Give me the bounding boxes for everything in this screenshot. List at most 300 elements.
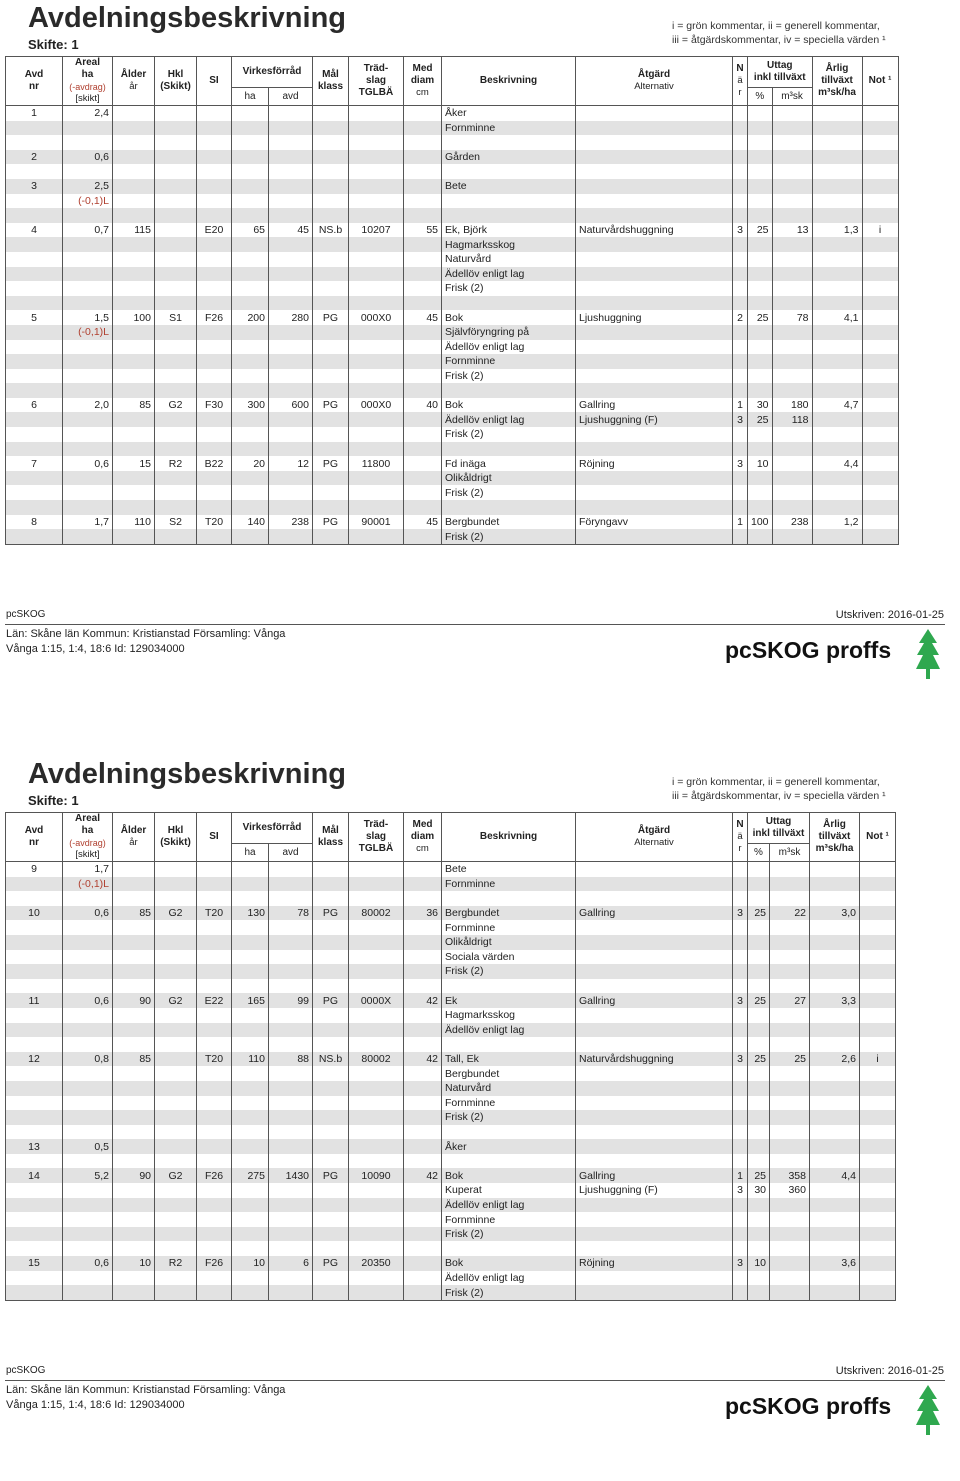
table-cell (733, 471, 748, 486)
table-cell (232, 1227, 269, 1242)
table-cell (576, 979, 733, 994)
table-cell (113, 862, 155, 877)
table-cell: Fornminne (442, 354, 576, 369)
table-cell: Bok (442, 398, 576, 413)
table-cell (810, 1096, 860, 1111)
table-cell (6, 1227, 63, 1242)
table-cell: 13 (6, 1139, 63, 1154)
table-cell: 90001 (349, 515, 404, 530)
table-cell (6, 1271, 63, 1286)
table-row (6, 310, 899, 325)
table-cell: 0,6 (63, 906, 113, 921)
table-cell: 4,7 (812, 398, 862, 413)
table-cell (733, 135, 748, 150)
table-cell (113, 135, 155, 150)
table-cell (748, 891, 770, 906)
table-cell (862, 208, 898, 223)
table-cell (232, 354, 269, 369)
table-cell (197, 150, 232, 165)
table-cell (404, 1125, 442, 1140)
table-cell (772, 252, 812, 267)
table-cell (155, 920, 197, 935)
table-cell: Åker (442, 1139, 576, 1154)
table-cell (197, 164, 232, 179)
table-cell (313, 1096, 349, 1111)
table-cell (113, 1125, 155, 1140)
table-cell (6, 135, 63, 150)
table-cell (232, 485, 269, 500)
table-cell (63, 1212, 113, 1227)
table-cell (748, 252, 773, 267)
table-row (6, 1081, 896, 1096)
table-cell (113, 296, 155, 311)
table-cell (772, 471, 812, 486)
table-cell (349, 179, 404, 194)
page-title: Avdelningsbeskrivning (28, 2, 346, 34)
table-cell (733, 1096, 748, 1111)
table-cell: 11800 (349, 456, 404, 471)
stand-table (5, 812, 896, 1301)
table-cell (576, 485, 733, 500)
table-cell (404, 179, 442, 194)
table-cell (442, 1037, 576, 1052)
table-cell (404, 1081, 442, 1096)
table-cell (269, 296, 313, 311)
table-cell (313, 325, 349, 340)
table-cell (748, 1241, 770, 1256)
table-cell (63, 1285, 113, 1300)
table-cell (860, 1037, 896, 1052)
table-cell (155, 208, 197, 223)
col-arlig: Årlig tillväxt m³sk/ha (810, 813, 860, 862)
table-cell: G2 (155, 1168, 197, 1183)
table-cell (197, 1139, 232, 1154)
print-date: Utskriven: 2016-01-25 (835, 609, 944, 621)
table-cell (6, 1023, 63, 1038)
col-not: Not ¹ (862, 57, 898, 106)
table-cell: NS.b (313, 1052, 349, 1067)
table-cell: 3 (733, 1256, 748, 1271)
table-cell: 25 (748, 906, 770, 921)
table-cell: 85 (113, 906, 155, 921)
table-cell: 78 (772, 310, 812, 325)
table-cell: 0,5 (63, 1139, 113, 1154)
table-cell (442, 1154, 576, 1169)
table-cell: 25 (748, 412, 773, 427)
table-cell (442, 383, 576, 398)
table-cell (733, 1198, 748, 1213)
table-cell (6, 529, 63, 544)
table-cell (269, 1023, 313, 1038)
table-cell (6, 471, 63, 486)
table-cell (232, 179, 269, 194)
table-cell: Bok (442, 310, 576, 325)
table-cell: 3,3 (810, 993, 860, 1008)
table-cell (63, 500, 113, 515)
table-cell (748, 979, 770, 994)
table-row (6, 369, 899, 384)
table-cell (748, 1198, 770, 1213)
table-cell (155, 1081, 197, 1096)
col-avd: Avd nr (6, 813, 63, 862)
table-cell (313, 935, 349, 950)
table-row (6, 906, 896, 921)
table-cell: 88 (269, 1052, 313, 1067)
table-cell (733, 1271, 748, 1286)
table-cell (860, 1066, 896, 1081)
table-cell (313, 442, 349, 457)
table-cell (772, 529, 812, 544)
table-cell (810, 1227, 860, 1242)
table-cell (733, 1037, 748, 1052)
table-cell (197, 383, 232, 398)
table-cell (197, 1096, 232, 1111)
table-cell: 2,6 (810, 1052, 860, 1067)
table-cell (770, 1008, 810, 1023)
table-cell (63, 340, 113, 355)
table-cell (269, 1198, 313, 1213)
table-cell (197, 1227, 232, 1242)
table-cell (269, 1183, 313, 1198)
table-cell (770, 862, 810, 877)
table-row (6, 237, 899, 252)
table-cell (748, 106, 773, 121)
table-cell (770, 1125, 810, 1140)
table-cell (269, 1271, 313, 1286)
table-cell: Tall, Ek (442, 1052, 576, 1067)
table-cell (63, 1037, 113, 1052)
table-cell: Ljushuggning (F) (576, 1183, 733, 1198)
table-cell (155, 1241, 197, 1256)
table-row (6, 1154, 896, 1169)
table-cell (113, 412, 155, 427)
table-cell (748, 1081, 770, 1096)
table-cell (748, 267, 773, 282)
table-row (6, 979, 896, 994)
table-cell (404, 1198, 442, 1213)
table-cell (6, 1081, 63, 1096)
table-cell (349, 935, 404, 950)
table-cell (155, 935, 197, 950)
table-cell (812, 485, 862, 500)
col-avd: Avd nr (6, 57, 63, 106)
table-cell (404, 237, 442, 252)
table-cell (810, 1037, 860, 1052)
table-cell: PG (313, 1256, 349, 1271)
table-cell: 275 (232, 1168, 269, 1183)
table-cell (269, 1037, 313, 1052)
table-cell (155, 150, 197, 165)
table-cell: Gallring (576, 906, 733, 921)
table-cell (748, 325, 773, 340)
table-cell (232, 267, 269, 282)
table-cell (113, 950, 155, 965)
table-cell (232, 529, 269, 544)
table-cell (810, 1285, 860, 1300)
table-cell (576, 471, 733, 486)
table-cell (748, 935, 770, 950)
footer-divider (5, 624, 945, 625)
table-cell (197, 252, 232, 267)
table-cell (113, 354, 155, 369)
table-cell (197, 296, 232, 311)
table-cell: 140 (232, 515, 269, 530)
table-cell (810, 877, 860, 892)
table-cell: 100 (748, 515, 773, 530)
table-row (6, 150, 899, 165)
table-cell (748, 950, 770, 965)
table-cell (313, 412, 349, 427)
table-cell (812, 340, 862, 355)
table-cell (197, 194, 232, 209)
table-cell (862, 267, 898, 282)
table-cell (113, 237, 155, 252)
table-cell: Bete (442, 179, 576, 194)
table-cell (155, 1125, 197, 1140)
table-cell (113, 121, 155, 136)
table-cell: 15 (113, 456, 155, 471)
table-cell (404, 1212, 442, 1227)
footer-divider (5, 1380, 945, 1381)
table-cell: S1 (155, 310, 197, 325)
table-cell: Fornminne (442, 121, 576, 136)
table-cell (862, 310, 898, 325)
table-cell (748, 383, 773, 398)
table-cell (197, 979, 232, 994)
table-cell (810, 950, 860, 965)
table-cell: 10090 (349, 1168, 404, 1183)
table-cell: 3 (733, 456, 748, 471)
table-cell (63, 891, 113, 906)
table-cell (155, 427, 197, 442)
table-cell (748, 1139, 770, 1154)
table-cell (113, 1110, 155, 1125)
table-cell (404, 427, 442, 442)
table-cell (772, 237, 812, 252)
table-cell (313, 950, 349, 965)
table-cell: 30 (748, 1183, 770, 1198)
table-cell (810, 1154, 860, 1169)
table-cell (155, 340, 197, 355)
table-cell (232, 135, 269, 150)
table-cell (232, 150, 269, 165)
table-cell (63, 1008, 113, 1023)
table-row (6, 964, 896, 979)
table-row (6, 485, 899, 500)
table-cell (155, 442, 197, 457)
table-cell: 1 (6, 106, 63, 121)
table-cell (349, 267, 404, 282)
table-row (6, 412, 899, 427)
table-cell (197, 135, 232, 150)
table-cell (232, 862, 269, 877)
table-cell (576, 164, 733, 179)
table-row (6, 267, 899, 282)
table-cell: F30 (197, 398, 232, 413)
col-uttag: Uttag inkl tillväxt (748, 57, 813, 88)
table-cell (770, 877, 810, 892)
table-cell (733, 237, 748, 252)
table-cell (349, 950, 404, 965)
col-arlig: Årlig tillväxt m³sk/ha (812, 57, 862, 106)
table-cell: 300 (232, 398, 269, 413)
table-cell: Föryngavv (576, 515, 733, 530)
table-cell (404, 1154, 442, 1169)
table-cell (812, 179, 862, 194)
table-cell: Fornminne (442, 877, 576, 892)
table-cell (812, 296, 862, 311)
table-cell (113, 194, 155, 209)
table-cell (197, 950, 232, 965)
table-cell (63, 354, 113, 369)
table-cell (862, 179, 898, 194)
table-cell (313, 121, 349, 136)
table-cell (63, 164, 113, 179)
table-cell (862, 485, 898, 500)
table-cell (197, 529, 232, 544)
table-cell: 358 (770, 1168, 810, 1183)
table-cell (6, 208, 63, 223)
table-cell (862, 121, 898, 136)
table-cell (63, 296, 113, 311)
table-cell (349, 340, 404, 355)
table-cell (404, 164, 442, 179)
table-cell (232, 208, 269, 223)
col-uttag-m3sk: m³sk (772, 88, 812, 106)
table-cell (442, 500, 576, 515)
table-cell (748, 237, 773, 252)
table-cell (748, 964, 770, 979)
table-cell (6, 427, 63, 442)
table-cell (63, 1125, 113, 1140)
table-cell (442, 442, 576, 457)
table-cell (197, 891, 232, 906)
table-cell (860, 891, 896, 906)
table-cell (313, 1154, 349, 1169)
table-cell (6, 281, 63, 296)
table-cell: Bergbundet (442, 1066, 576, 1081)
table-cell (748, 354, 773, 369)
table-cell (748, 1096, 770, 1111)
table-cell (349, 1212, 404, 1227)
table-cell (860, 1285, 896, 1300)
table-cell: F26 (197, 310, 232, 325)
footer-info (6, 1383, 285, 1413)
table-cell (733, 1139, 748, 1154)
table-cell: T20 (197, 906, 232, 921)
table-cell (63, 1183, 113, 1198)
table-cell (6, 383, 63, 398)
table-cell (269, 340, 313, 355)
table-cell (442, 979, 576, 994)
table-cell (576, 296, 733, 311)
table-cell (810, 1008, 860, 1023)
table-cell: 3 (733, 412, 748, 427)
table-cell: 5,2 (63, 1168, 113, 1183)
table-cell (197, 369, 232, 384)
table-cell: PG (313, 1168, 349, 1183)
table-row (6, 1212, 896, 1227)
col-virkes-ha: ha (232, 88, 269, 106)
table-cell (810, 1198, 860, 1213)
table-cell (63, 964, 113, 979)
table-cell: 85 (113, 398, 155, 413)
table-row (6, 1066, 896, 1081)
table-cell (772, 150, 812, 165)
table-row (6, 993, 896, 1008)
table-cell (232, 935, 269, 950)
table-cell (6, 369, 63, 384)
table-cell (860, 920, 896, 935)
table-cell (349, 121, 404, 136)
table-cell (113, 1212, 155, 1227)
table-cell (772, 281, 812, 296)
table-cell (269, 471, 313, 486)
table-cell (748, 1154, 770, 1169)
table-cell (576, 179, 733, 194)
table-cell: 0,6 (63, 1256, 113, 1271)
table-cell (6, 1241, 63, 1256)
table-cell (772, 485, 812, 500)
table-cell: Ädellöv enligt lag (442, 1198, 576, 1213)
table-cell (155, 964, 197, 979)
table-cell (733, 427, 748, 442)
table-cell (63, 1271, 113, 1286)
table-cell: 45 (404, 515, 442, 530)
table-cell: 110 (232, 1052, 269, 1067)
table-cell (269, 1212, 313, 1227)
table-cell (313, 471, 349, 486)
table-cell: 3 (733, 1183, 748, 1198)
table-cell (313, 1125, 349, 1140)
table-cell: 3 (733, 1052, 748, 1067)
table-cell (812, 164, 862, 179)
table-cell (155, 891, 197, 906)
table-cell (748, 877, 770, 892)
table-cell: 45 (404, 310, 442, 325)
table-cell (733, 979, 748, 994)
table-cell (748, 920, 770, 935)
table-cell: 25 (748, 993, 770, 1008)
table-cell: Sociala värden (442, 950, 576, 965)
table-cell (404, 920, 442, 935)
table-cell (733, 1241, 748, 1256)
table-cell: 3 (733, 906, 748, 921)
table-cell: 280 (269, 310, 313, 325)
table-cell (349, 296, 404, 311)
table-cell (576, 1198, 733, 1213)
col-areal: Areal ha (-avdrag) [skikt] (63, 813, 113, 862)
table-cell (313, 1008, 349, 1023)
table-cell: 4 (6, 223, 63, 238)
table-cell (860, 1168, 896, 1183)
table-cell (576, 281, 733, 296)
table-cell (113, 179, 155, 194)
table-cell (269, 106, 313, 121)
table-cell (733, 267, 748, 282)
table-cell: 25 (748, 310, 773, 325)
table-cell: Frisk (2) (442, 1227, 576, 1242)
table-cell (812, 442, 862, 457)
table-cell (810, 1271, 860, 1286)
table-cell (810, 979, 860, 994)
table-cell (404, 150, 442, 165)
table-cell (63, 529, 113, 544)
table-cell (232, 340, 269, 355)
table-cell (860, 1212, 896, 1227)
table-cell (269, 935, 313, 950)
table-cell (197, 340, 232, 355)
